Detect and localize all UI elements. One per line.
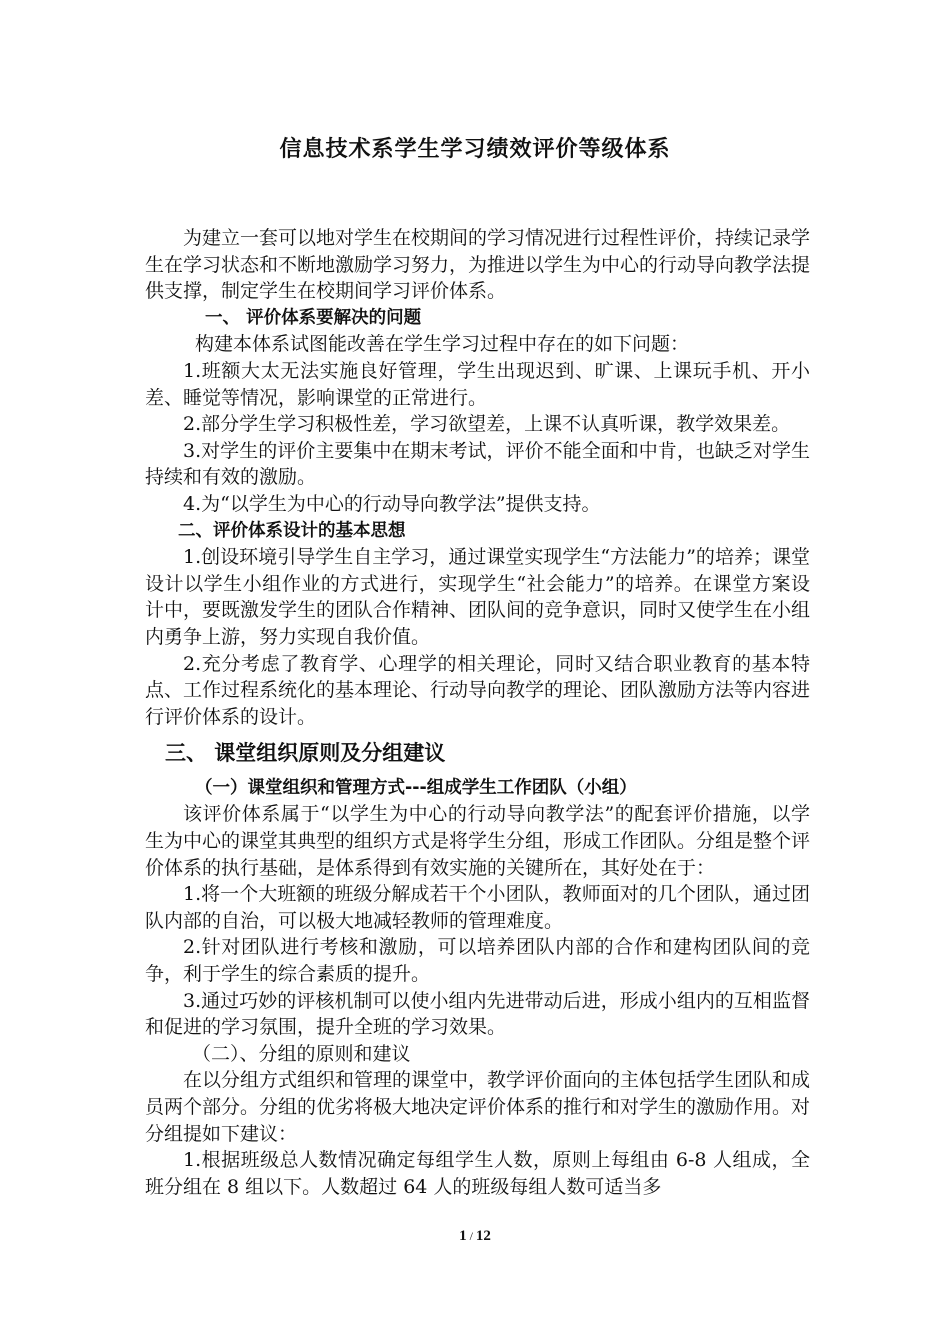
section-3-sub-1-item-3: 3.通过巧妙的评核机制可以使小组内先进带动后进，形成小组内的互相监督和促进的学习氛围，提升全班的学习效果。: [145, 989, 810, 1039]
page-separator: /: [466, 1229, 476, 1243]
document-body: [145, 225, 810, 1200]
section-3-sub-1-heading: （一）课堂组织和管理方式---组成学生工作团队（小组）: [195, 777, 637, 798]
section-1-lead: 构建本体系试图能改善在学生学习过程中存在的如下问题：: [195, 333, 690, 356]
section-2-item-1: 1.创设环境引导学生自主学习，通过课堂实现学生“方法能力”的培养；课堂设计以学生小组作业的方式进行，实现学生“社会能力”的培养。在课堂方案设计中，要既激发学生的团队合作精神、团队间的竞争意识，同时又使学生在小组内勇争上游，努力实现自我价值。: [145, 546, 811, 648]
section-1-heading: 一、 评价体系要解决的问题: [205, 307, 422, 328]
section-3-heading: 三、 课堂组织原则及分组建议: [165, 741, 446, 766]
section-3-sub-1-item-2: 2.针对团队进行考核和激励，可以培养团队内部的合作和建构团队间的竞争，利于学生的综合素质的提升。: [145, 936, 810, 986]
section-1-item-3: 3.对学生的评价主要集中在期末考试，评价不能全面和中肯，也缺乏对学生持续和有效的激励。: [145, 439, 810, 489]
section-3-sub-2-heading: （二）、分组的原则和建议: [192, 1042, 411, 1065]
section-1-item-4: 4.为“以学生为中心的行动导向教学法”提供支持。: [183, 492, 601, 515]
section-2-heading: 二、评价体系设计的基本思想: [178, 520, 406, 541]
section-2-item-2: 2.充分考虑了教育学、心理学的相关理论，同时又结合职业教育的基本特点、工作过程系统化的基本理论、行动导向教学的理论、团队激励方法等内容进行评价体系的设计。: [145, 652, 811, 728]
page-number: [0, 1228, 950, 1245]
section-3-sub-1-item-1: 1.将一个大班额的班级分解成若干个小团队，教师面对的几个团队，通过团队内部的自治，可以极大地减轻教师的管理难度。: [145, 883, 810, 932]
section-3-sub-2-lead: 在以分组方式组织和管理的课堂中，教学评价面向的主体包括学生团队和成员两个部分。分组的优劣将极大地决定评价体系的推行和对学生的激励作用。对分组提如下建议：: [145, 1069, 811, 1145]
page-total: 12: [475, 1228, 491, 1244]
intro-paragraph: 为建立一套可以地对学生在校期间的学习情况进行过程性评价，持续记录学生在学习状态和不断地激励学习努力，为推进以学生为中心的行动导向教学法提供支撑，制定学生在校期间学习评价体系。: [145, 227, 811, 303]
section-3-sub-1-lead: 该评价体系属于“以学生为中心的行动导向教学法”的配套评价措施，以学生为中心的课堂其典型的组织方式是将学生分组，形成工作团队。分组是整个评价体系的执行基础，是体系得到有效实施的关键所在，其好处在于：: [145, 803, 811, 879]
section-1-item-2: 2.部分学生学习积极性差，学习欲望差，上课不认真听课，教学效果差。: [183, 413, 791, 436]
section-1-item-1: 1.班额大太无法实施良好管理，学生出现迟到、旷课、上课玩手机、开小差、睡觉等情况，影响课堂的正常进行。: [145, 359, 810, 409]
document-title: 信息技术系学生学习绩效评价等级体系: [279, 137, 671, 162]
section-3-sub-2-item-1: 1.根据班级总人数情况确定每组学生人数，原则上每组由 6-8 人组成，全班分组在 8 组以下。人数超过 64 人的班级每组人数可适当多: [145, 1149, 810, 1198]
page-current: 1: [459, 1228, 467, 1244]
